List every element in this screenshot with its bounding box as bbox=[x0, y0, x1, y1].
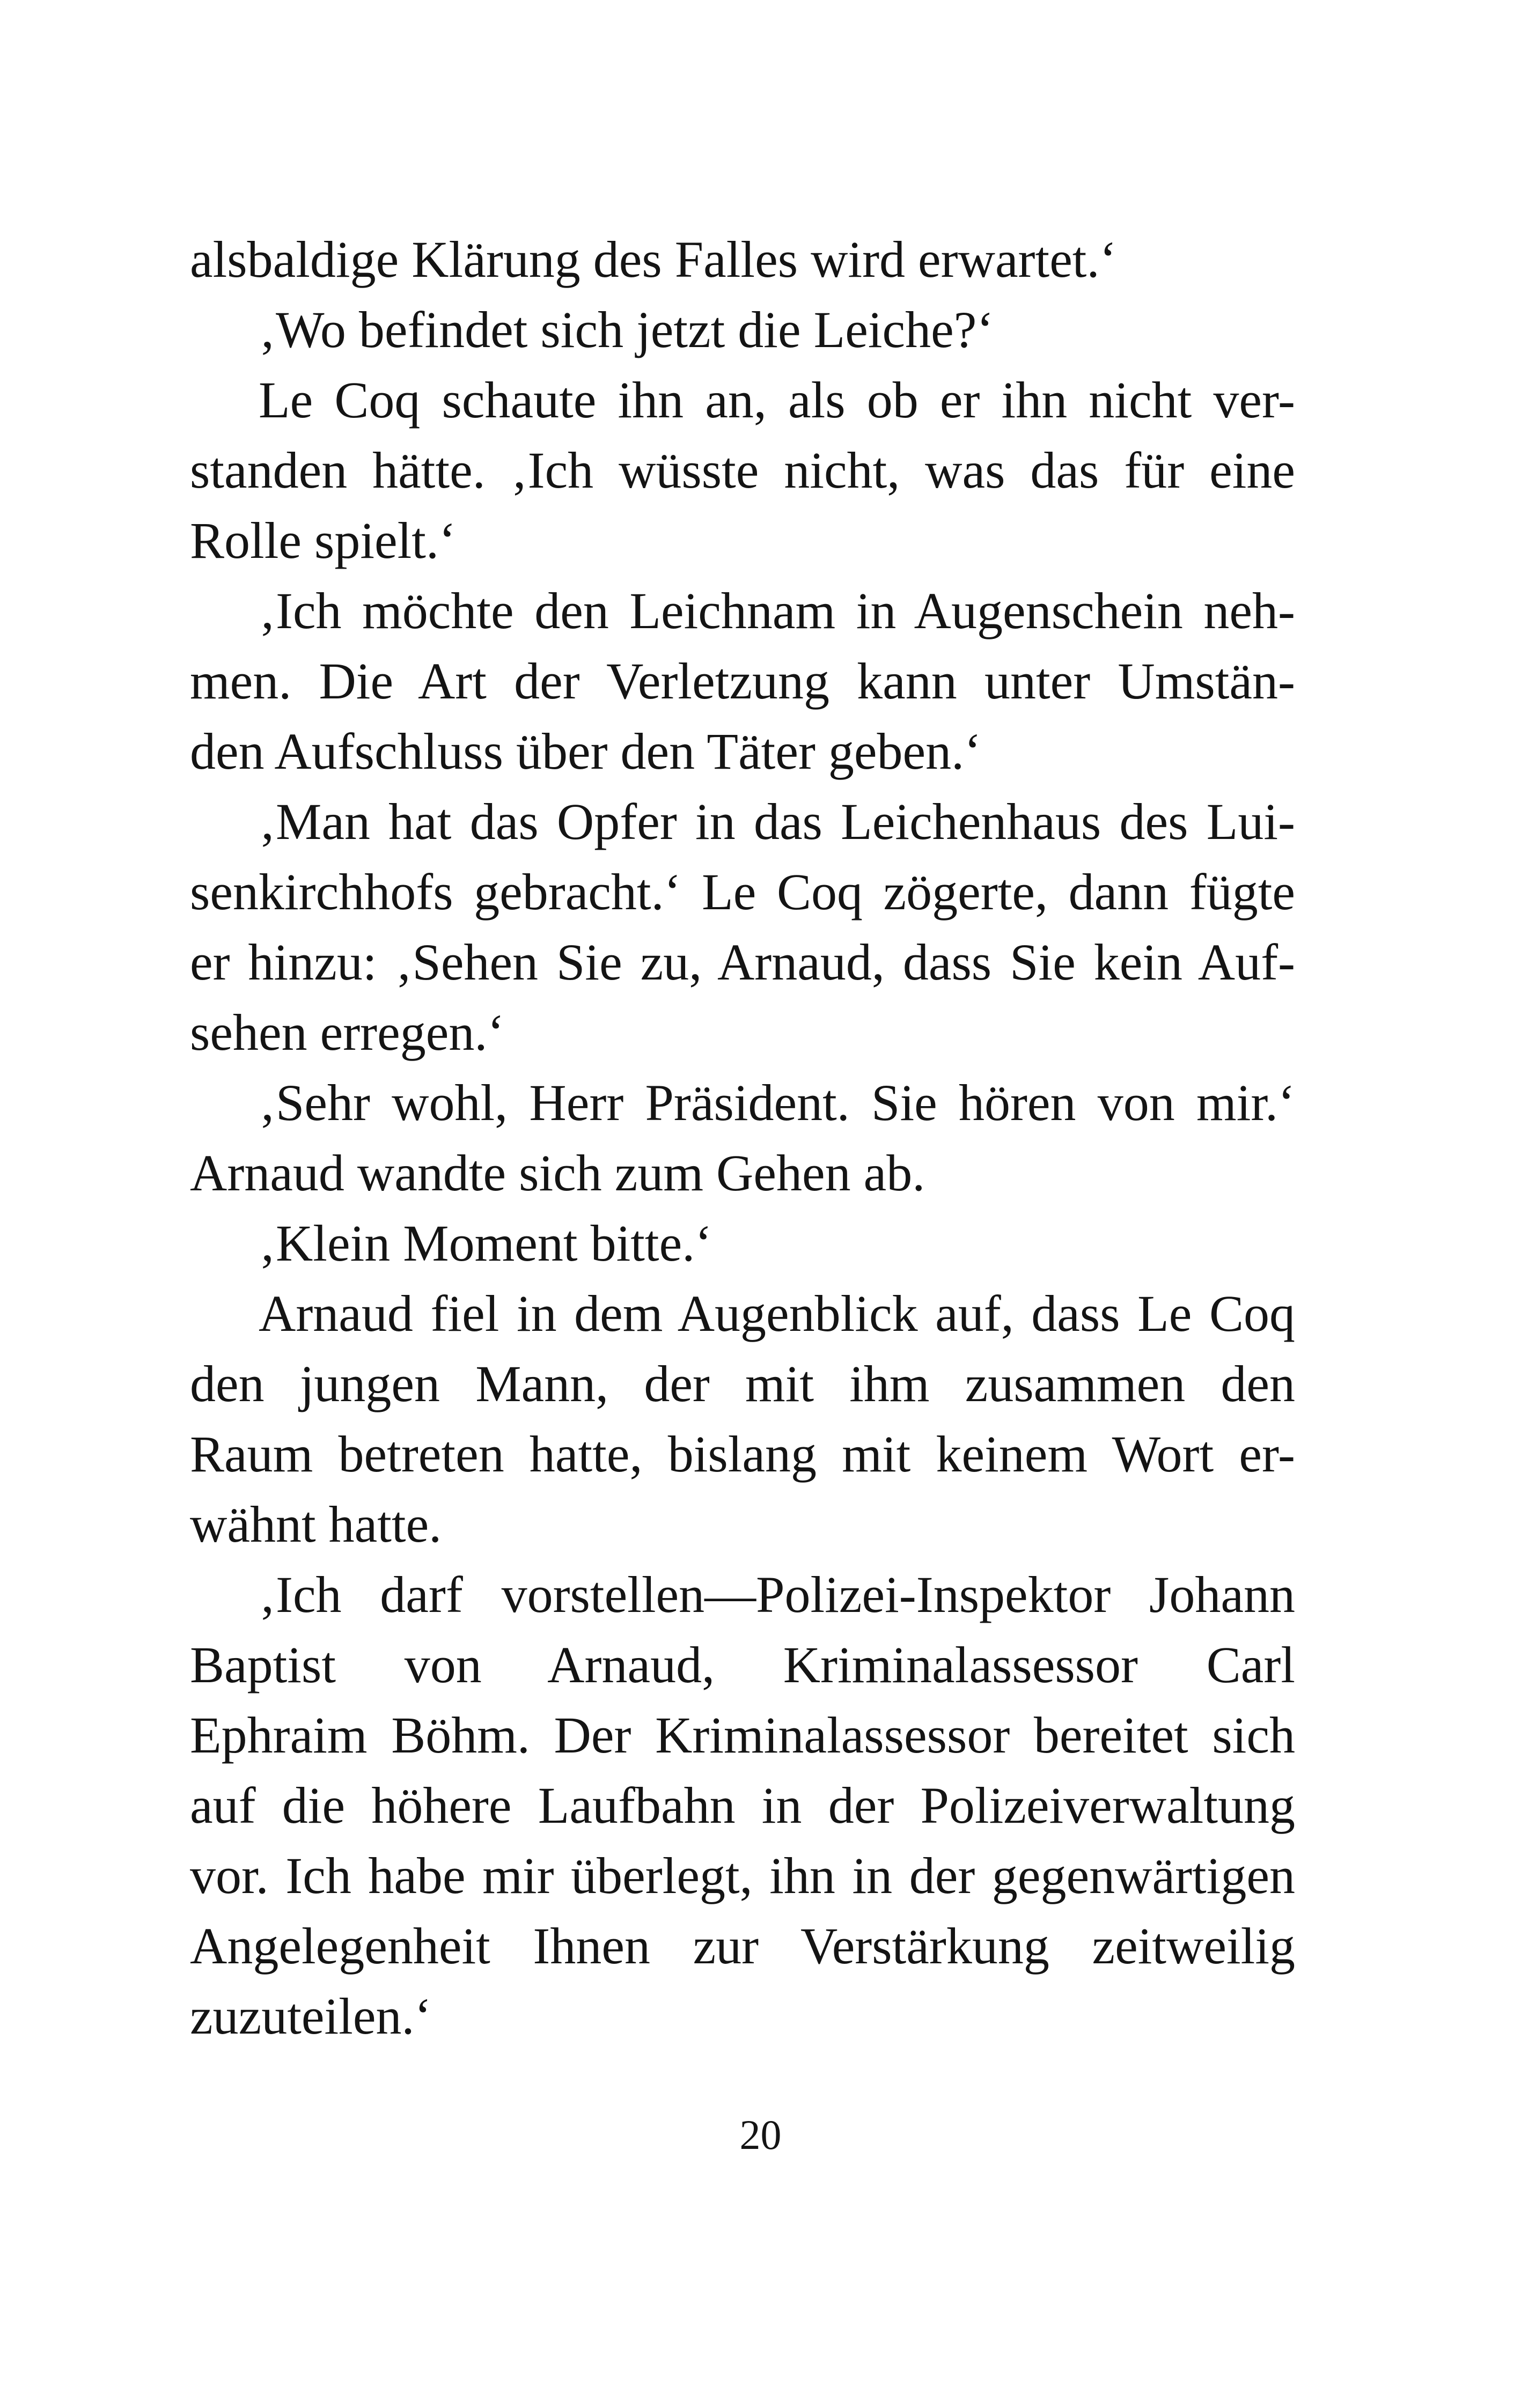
text-line-1: alsbaldige Klärung des Falles wird erwartet.‘ bbox=[190, 231, 1117, 288]
text-line-4: standen hätte. ‚Ich wüsste nicht, was das für eine bbox=[190, 441, 1295, 499]
text-line-20: ‚Ich darf vorstellen—Polizei-Inspektor Johann bbox=[259, 1566, 1295, 1623]
text-line-12: sehen erregen.‘ bbox=[190, 1004, 505, 1061]
text-line-16: Arnaud fiel in dem Augenblick auf, dass Le Coq bbox=[259, 1285, 1295, 1342]
text-line-21: Baptist von Arnaud, Kriminalassessor Carl bbox=[190, 1636, 1295, 1693]
text-line-19: wähnt hatte. bbox=[190, 1496, 442, 1553]
text-line-11: er hinzu: ‚Sehen Sie zu, Arnaud, dass Sie kein Auf- bbox=[190, 933, 1295, 991]
text-line-18: Raum betreten hatte, bislang mit keinem Wort er- bbox=[190, 1425, 1295, 1483]
text-line-5: Rolle spielt.‘ bbox=[190, 512, 456, 569]
text-line-6: ‚Ich möchte den Leichnam in Augenschein neh- bbox=[259, 582, 1295, 639]
text-line-24: vor. Ich habe mir überlegt, ihn in der gegenwärtigen bbox=[190, 1847, 1295, 1904]
text-line-3: Le Coq schaute ihn an, als ob er ihn nicht ver- bbox=[259, 371, 1295, 429]
text-line-14: Arnaud wandte sich zum Gehen ab. bbox=[190, 1144, 925, 1202]
text-line-25: Angelegenheit Ihnen zur Verstärkung zeitweilig bbox=[190, 1917, 1295, 1975]
text-line-23: auf die höhere Laufbahn in der Polizeiverwaltung bbox=[190, 1777, 1295, 1834]
text-line-26: zuzuteilen.‘ bbox=[190, 1987, 432, 2045]
text-line-13: ‚Sehr wohl, Herr Präsident. Sie hören von mir.‘ bbox=[259, 1074, 1295, 1131]
text-line-10: senkirchhofs gebracht.‘ Le Coq zögerte, dann fügte bbox=[190, 863, 1295, 921]
text-line-22: Ephraim Böhm. Der Kriminalassessor bereitet sich bbox=[190, 1706, 1295, 1764]
text-line-17: den jungen Mann, der mit ihm zusammen den bbox=[190, 1355, 1295, 1412]
page-number: 20 bbox=[739, 2111, 782, 2158]
text-line-15: ‚Klein Moment bitte.‘ bbox=[259, 1214, 712, 1272]
text-line-8: den Aufschluss über den Täter geben.‘ bbox=[190, 723, 982, 780]
body-text bbox=[190, 224, 1295, 2051]
text-line-7: men. Die Art der Verletzung kann unter Umstän- bbox=[190, 652, 1295, 710]
text-line-2: ‚Wo befindet sich jetzt die Leiche?‘ bbox=[259, 301, 994, 358]
text-line-9: ‚Man hat das Opfer in das Leichenhaus des Lui- bbox=[259, 793, 1295, 850]
